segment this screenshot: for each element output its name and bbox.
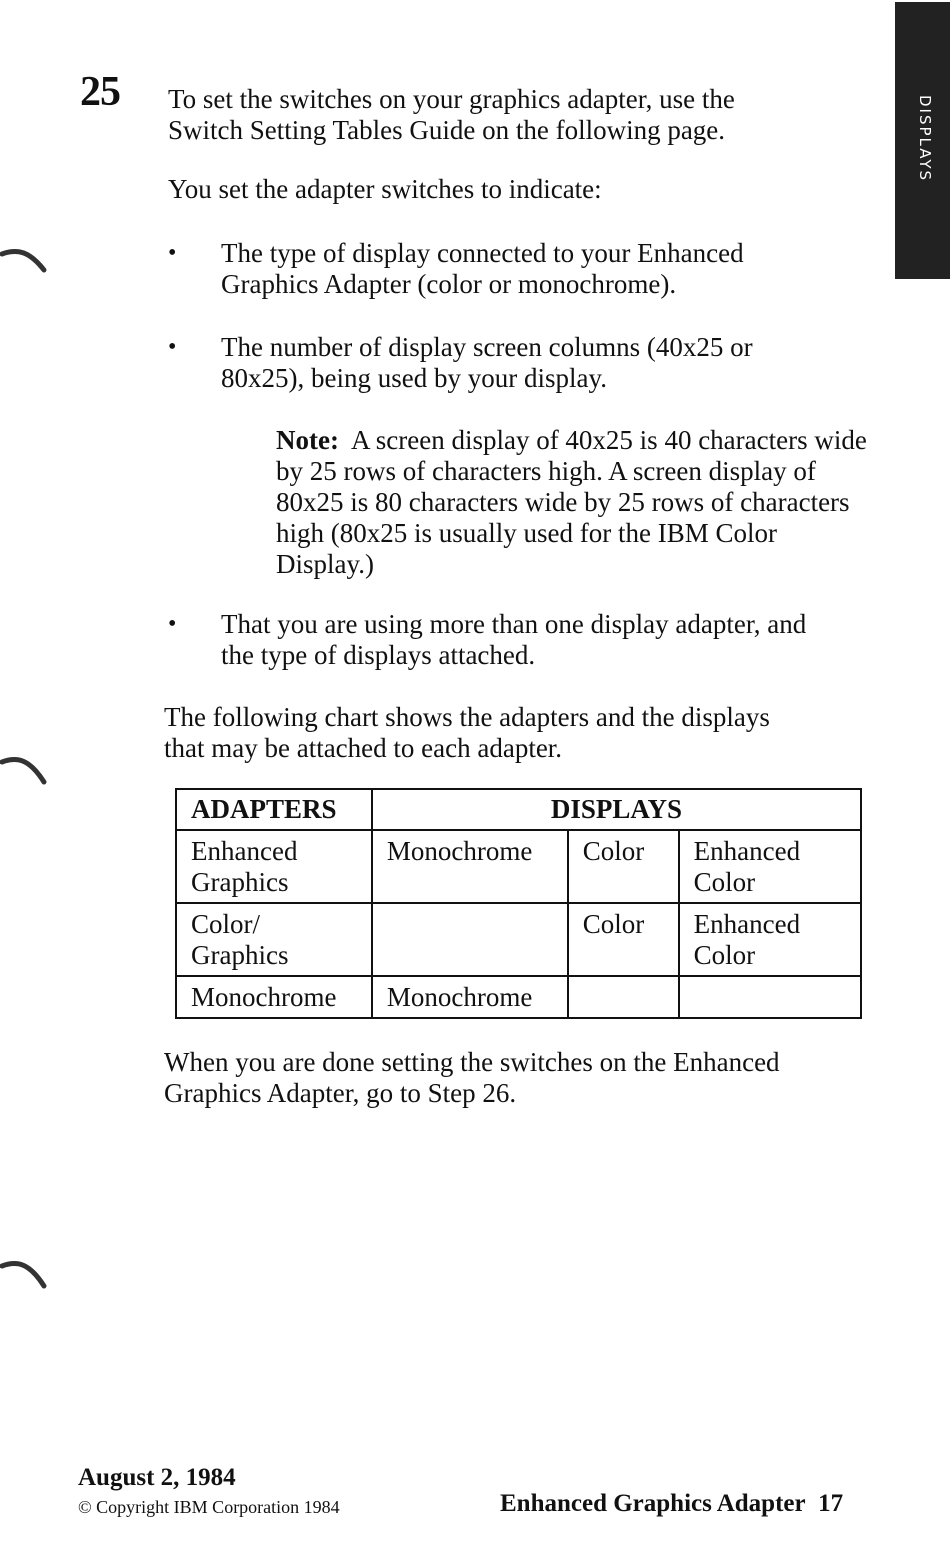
adapter-cell xyxy=(176,830,372,903)
note-label: Note: xyxy=(276,425,339,455)
display-cell xyxy=(679,976,861,1018)
display-cell: Monochrome xyxy=(372,976,568,1018)
bullet-3-line-2: the type of displays attached. xyxy=(221,640,536,670)
bullet-2-line-2: 80x25), being used by your display. xyxy=(221,363,607,393)
display-cell-line: Enhanced xyxy=(693,836,801,866)
adapter-cell xyxy=(176,903,372,976)
bullet-item-2 xyxy=(221,332,861,394)
adapter-cell: Monochrome xyxy=(176,976,372,1018)
bullet-item-1 xyxy=(221,238,861,300)
step-intro xyxy=(168,84,735,146)
bullet-item-3 xyxy=(221,609,881,671)
closing-text xyxy=(164,1047,780,1109)
table-row xyxy=(176,903,861,976)
display-cell-line: Color xyxy=(693,867,756,897)
adapter-cell-line: Enhanced xyxy=(191,836,298,866)
bullet-1-line-2: Graphics Adapter (color or monochrome). xyxy=(221,269,677,299)
binder-mark-icon xyxy=(0,1256,50,1292)
display-cell xyxy=(568,976,679,1018)
display-cell-line: Enhanced xyxy=(693,909,801,939)
chart-header-row xyxy=(176,789,861,830)
table-row xyxy=(176,830,861,903)
display-cell xyxy=(372,903,568,976)
adapter-display-chart xyxy=(175,788,862,1019)
step-intro-line-1: To set the switches on your graphics adapter, use the xyxy=(168,84,735,114)
chart-intro xyxy=(164,702,770,764)
note xyxy=(276,425,876,580)
display-cell xyxy=(679,830,861,903)
closing-line-1: When you are done setting the switches on the Enhanced xyxy=(164,1047,780,1077)
footer-date: August 2, 1984 xyxy=(78,1464,236,1491)
bullet-dot: • xyxy=(168,240,177,266)
bullet-2-line-1: The number of display screen columns (40x25 or xyxy=(221,332,753,362)
step-number: 25 xyxy=(80,69,120,115)
binder-mark-icon xyxy=(0,246,50,276)
adapter-cell-line: Graphics xyxy=(191,940,289,970)
bullet-3-line-1: That you are using more than one display adapter, and xyxy=(221,609,807,639)
closing-line-2: Graphics Adapter, go to Step 26. xyxy=(164,1078,517,1108)
note-text: A screen display of 40x25 is 40 characters wide by 25 rows of characters high. A screen display of 80x25 is 80 characters wide by 25 rows of characters high (80x25 is usually used for the IBM Color Display.) xyxy=(276,425,867,579)
table-row xyxy=(176,976,861,1018)
binder-mark-icon xyxy=(0,752,50,788)
header-adapters: ADAPTERS xyxy=(176,789,372,830)
display-cell: Color xyxy=(568,903,679,976)
section-tab-label: DISPLAYS xyxy=(916,95,934,183)
adapter-cell-line: Color/ xyxy=(191,909,261,939)
footer-copyright: © Copyright IBM Corporation 1984 xyxy=(78,1497,340,1517)
bullet-dot: • xyxy=(168,611,177,637)
display-cell: Monochrome xyxy=(372,830,568,903)
chart-intro-line-2: that may be attached to each adapter. xyxy=(164,733,563,763)
step-intro-line-2: Switch Setting Tables Guide on the following page. xyxy=(168,115,726,145)
footer-page-number: 17 xyxy=(818,1490,844,1517)
display-cell: Color xyxy=(568,830,679,903)
indicate-text: You set the adapter switches to indicate: xyxy=(168,174,602,204)
display-cell xyxy=(679,903,861,976)
footer-page-ref xyxy=(500,1490,843,1518)
header-displays: DISPLAYS xyxy=(372,789,861,830)
display-cell-line: Color xyxy=(693,940,756,970)
bullet-dot: • xyxy=(168,334,177,360)
chart-intro-line-1: The following chart shows the adapters and the displays xyxy=(164,702,770,732)
footer-section-title: Enhanced Graphics Adapter xyxy=(500,1490,806,1517)
adapter-cell-line: Graphics xyxy=(191,867,289,897)
bullet-1-line-1: The type of display connected to your Enhanced xyxy=(221,238,744,268)
